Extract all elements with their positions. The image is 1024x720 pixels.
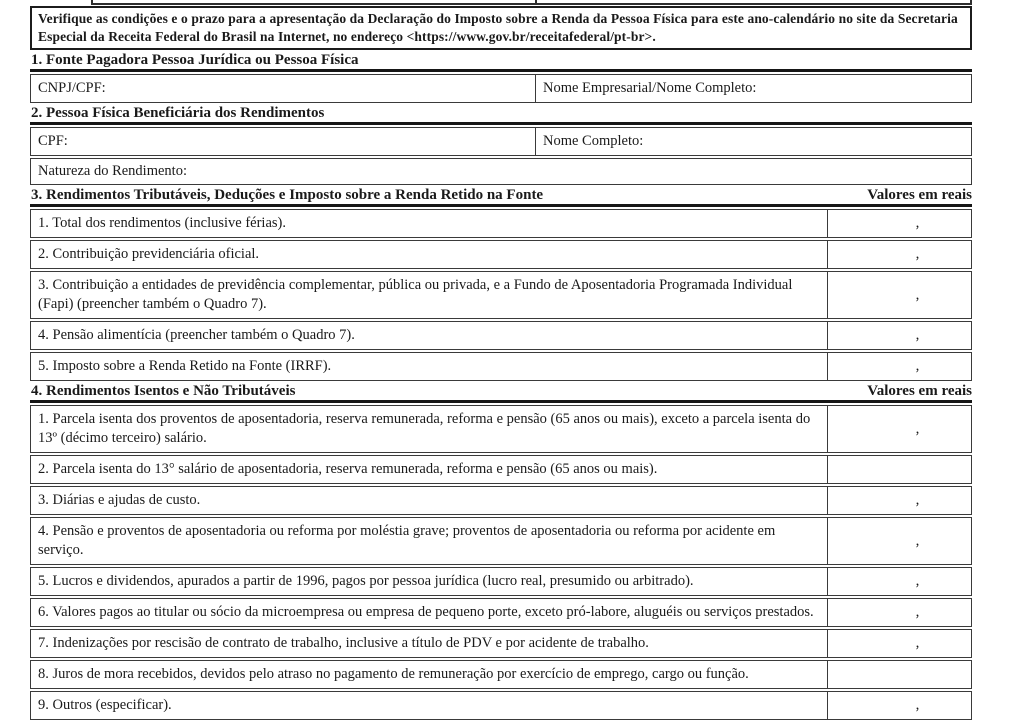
row-label: 3. Contribuição a entidades de previdência complementar, pública ou privada, e a Fundo de Aposentadoria Programada Individual (Fapi) (preencher também o Quadro 7). [38,277,793,312]
income-nature-row [30,158,972,185]
section2-title: 2. Pessoa Física Beneficiária dos Rendimentos [31,105,325,121]
full-name-field [536,128,971,155]
section1-header [30,50,972,72]
income-nature-field [31,159,971,184]
company-name-label: Nome Empresarial/Nome Completo: [543,80,757,96]
beneficiary-row [30,127,972,156]
row-label: 2. Contribuição previdenciária oficial. [38,246,260,262]
notice-box [30,6,972,50]
row-value-cell: , [827,322,971,349]
row-value-cell: , [827,692,971,719]
row-label: 3. Diárias e ajudas de custo. [38,492,201,508]
cpf-label: CPF: [38,133,68,149]
cpf-field [31,128,536,155]
table-row [30,486,972,515]
section3-header [30,185,972,207]
section4-title: 4. Rendimentos Isentos e Não Tributáveis [31,383,296,399]
table-row [30,660,972,689]
row-label: 5. Imposto sobre a Renda Retido na Fonte (IRRF). [38,358,332,374]
cutoff-row-divider [535,0,537,3]
table-row [30,240,972,269]
row-value-cell: , [827,272,971,318]
full-name-label: Nome Completo: [543,133,644,149]
table-row [30,629,972,658]
row-label: 6. Valores pagos ao titular ou sócio da microempresa ou empresa de pequeno porte, exceto pró-labore, aluguéis ou serviços prestados. [38,604,814,620]
row-value-cell: , [827,353,971,380]
section4-values-header: Valores em reais [867,383,972,399]
row-label: 7. Indenizações por rescisão de contrato de trabalho, inclusive a título de PDV e por acidente de trabalho. [38,635,649,651]
section1-title: 1. Fonte Pagadora Pessoa Jurídica ou Pessoa Física [31,52,359,68]
table-row [30,321,972,350]
income-nature-label: Natureza do Rendimento: [38,163,187,179]
table-row [30,567,972,596]
row-value-cell: , [827,518,971,564]
table-row [30,352,972,381]
row-label: 4. Pensão alimentícia (preencher também o Quadro 7). [38,327,355,343]
section2-header [30,103,972,125]
notice-text: Verifique as condições e o prazo para a apresentação da Declaração do Imposto sobre a Renda da Pessoa Física para este ano-calendário no site da Secretaria Especial da Receita Federal do Brasil na Internet, no endereço <https://www.gov.br/receitafederal/pt-br>. [38,11,958,44]
table-row [30,209,972,238]
row-label: 1. Parcela isenta dos proventos de aposentadoria, reserva remunerada, reforma e pensão (65 anos ou mais), exceto a parcela isenta do 13º (décimo terceiro) salário. [38,411,811,446]
row-label: 4. Pensão e proventos de aposentadoria ou reforma por moléstia grave; proventos de aposentadoria ou reforma por acidente em serviço. [38,523,776,558]
cutoff-row-top-border [91,0,972,5]
table-row [30,598,972,627]
row-value-cell [827,456,971,483]
company-name-field [536,75,971,102]
table-row [30,271,972,319]
cnpj-cpf-label: CNPJ/CPF: [38,80,106,96]
section3-title: 3. Rendimentos Tributáveis, Deduções e Imposto sobre a Renda Retido na Fonte [31,187,544,203]
row-label: 8. Juros de mora recebidos, devidos pelo atraso no pagamento de remuneração por exercício de emprego, cargo ou função. [38,666,749,682]
payer-row [30,74,972,103]
row-label: 1. Total dos rendimentos (inclusive férias). [38,215,286,231]
row-value-cell: , [827,241,971,268]
section4-header [30,381,972,403]
table-row [30,691,972,720]
table-row [30,405,972,453]
row-value-cell: , [827,210,971,237]
row-value-cell: , [827,406,971,452]
row-label: 9. Outros (especificar). [38,697,172,713]
row-label: 2. Parcela isenta do 13° salário de aposentadoria, reserva remunerada, reforma e pensão (65 anos ou mais). [38,461,658,477]
table-row [30,517,972,565]
row-value-cell: , [827,630,971,657]
cnpj-cpf-field [31,75,536,102]
row-value-cell: , [827,599,971,626]
row-value-cell [827,661,971,688]
row-value-cell: , [827,487,971,514]
row-value-cell: , [827,568,971,595]
row-label: 5. Lucros e dividendos, apurados a partir de 1996, pagos por pessoa jurídica (lucro real, presumido ou arbitrado). [38,573,694,589]
section3-values-header: Valores em reais [867,187,972,203]
table-row [30,455,972,484]
